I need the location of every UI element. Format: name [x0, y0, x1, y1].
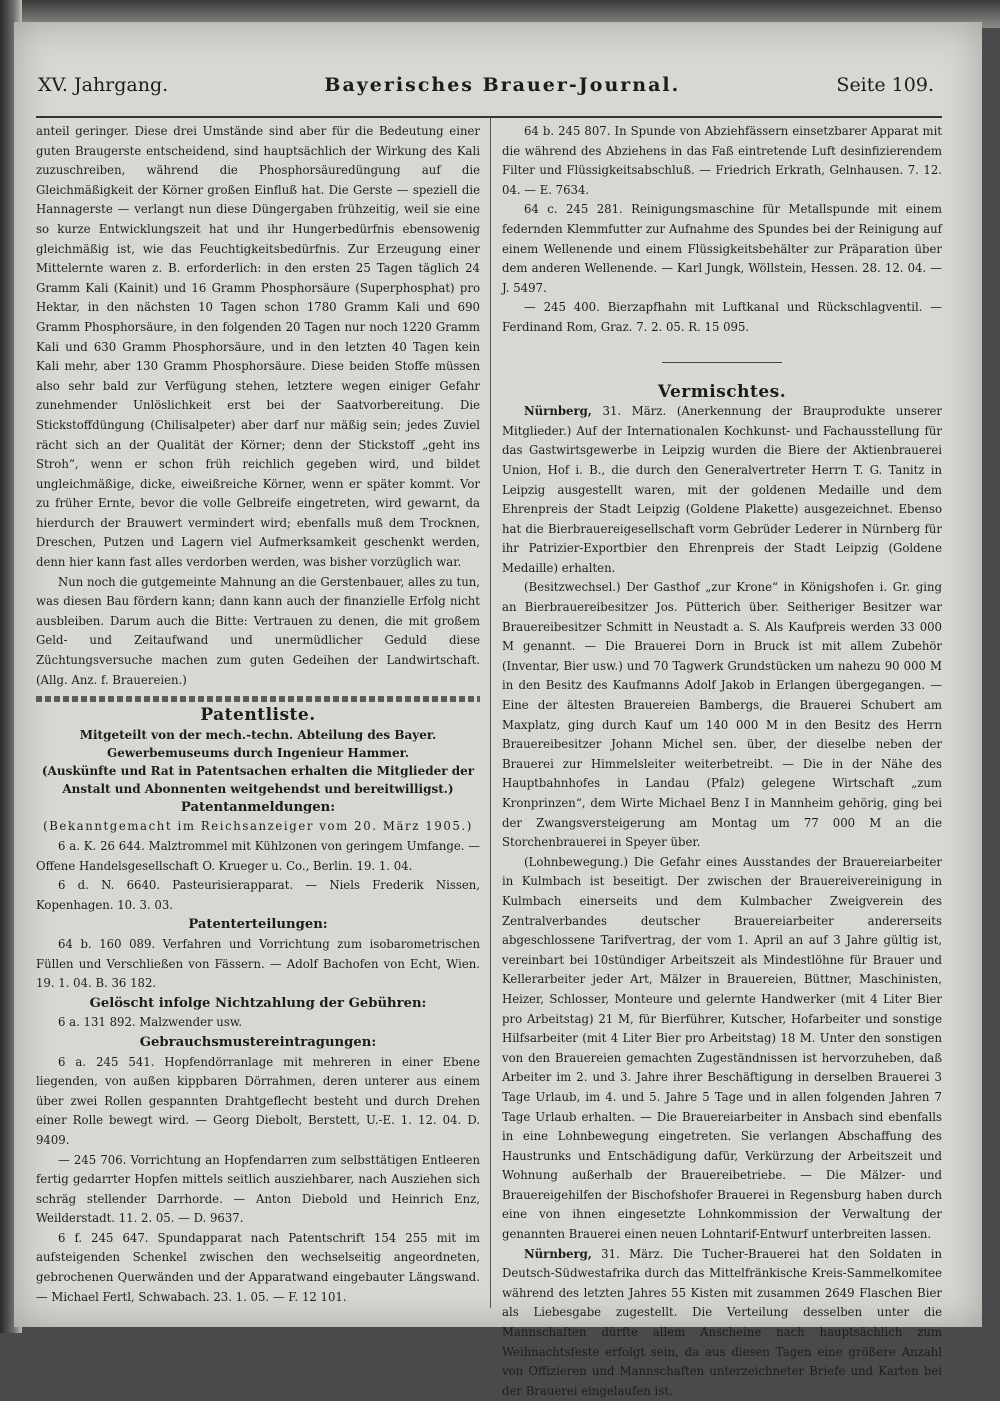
patent-list-note: (Auskünfte und Rat in Patentsachen erhalten die Mitglieder der Anstalt und Abonnenten weitgehendst und bereitwilligst.): [41, 763, 475, 796]
news-item-lead: Nürnberg,: [524, 1246, 592, 1261]
patent-entry: 6 d. N. 6640. Pasteurisierapparat. — Niels Frederik Nissen, Kopenhagen. 10. 3. 03.: [36, 878, 480, 912]
news-item-text: 31. März. (Anerkennung der Brauprodukte unserer Mitglieder.) Auf der Internationalen Kochkunst- und Fachausstellung für das Gastwirtsgewerbe in Leipzig wurden die Biere der Aktienbrauerei Union, Hof i. B., die durch den Generalvertreter Herrn T. G. Tanitz in Leipzig ausgestellt waren, mit der goldenen Medaille und dem Ehrenpreis der Stadt Leipzig (Goldene Plakette) ausgezeichnet. Ebenso hat die Bierbrauereigesellschaft vorm Gebrüder Lederer in Nürnberg für ihr Patrizier-Exportbier den Ehrenpreis der Stadt Leipzig (Goldene Medaille) erhalten.: [502, 404, 942, 575]
news-item: [502, 402, 942, 578]
patent-entry: 64 b. 160 089. Verfahren und Vorrichtung zum isobarometrischen Füllen und Verschließen von Fässern. — Adolf Bachofen von Echt, Wien. 19. 1. 04. B. 36 182.: [36, 936, 480, 991]
news-item-text: (Lohnbewegung.) Die Gefahr eines Ausstandes der Brauereiarbeiter in Kulmbach ist beseitigt. Der zwischen der Brauereivereinigung in Kulmbach einerseits und dem Kulmbacher Zweigverein des Zentralverbandes deutscher Brauereiarbeiter andererseits abgeschlossene Tarifvertrag, der vom 1. April an auf 3 Jahre gültig ist, vereinbart bei 10stündiger Arbeitszeit als Mindestlöhne für Brauer und Kellerarbeiter jeder Art, Mälzer in Brauereien, Büttner, Maschinisten, Heizer, Schlosser, Monteure und gelernte Handwerker (mit 4 Liter Bier pro Arbeitstag) 21 M, für Bierführer, Kutscher, Hofarbeiter und sonstige Hilfsarbeiter (mit 4 Liter Bier pro Arbeitstag) 18 M. Unter den sonstigen von den Brauereien gemachten Zugeständnissen ist hervorzuheben, daß Arbeiter im 2. und 3. Jahre ihrer Beschäftigung in derselben Brauerei 3 Tage Urlaub, im 4. und 5. Jahre 5 Tage und in allen folgenden Jahren 7 Tage Urlaub erhalten. — Die Brauereiarbeiter in Ansbach sind ebenfalls in eine Lohnbewegung eingetreten. Sie verlangen Abschaffung des Haustrunks und Entschädigung dafür, Verkürzung der Arbeitszeit und Wohnung außerhalb der Brauereibetriebe. — Die Mälzer- und Brauereigehilfen der Bischofshofer Brauerei in Regensburg haben durch eine von ihnen eingesetzte Lohnkommission der Verwaltung der genannten Brauerei einen neuen Lohntarif-Entwurf unterbreiten lassen.: [502, 854, 942, 1242]
news-item: [502, 578, 942, 852]
patent-entry: — 245 400. Bierzapfhahn mit Luftkanal und Rückschlagventil. — Ferdinand Rom, Graz. 7. 2. 05. R. 15 095.: [502, 300, 942, 334]
patent-entry: 6 a. K. 26 644. Malztrommel mit Kühlzonen von geringem Umfange. — Offene Handelsgesellschaft O. Krueger u. Co., Berlin. 19. 1. 04.: [36, 839, 480, 873]
page-header: [38, 74, 934, 108]
anmeldungen-note: (Bekanntgemacht im Reichsanzeiger vom 20. März 1905.): [43, 819, 473, 834]
article-closing-paragraph: Nun noch die gutgemeinte Mahnung an die Gerstenbauer, alles zu tun, was diesen Bau fördern kann; dann kann auch der finanzielle Erfolg nicht ausbleiben. Darum auch die Bitte: Vertrauen zu denen, die mit großem Geld- und Zeitaufwand und unermüdlicher Geduld diese Züchtungsversuche machen zum guten Gedeihen der Landwirtschaft. (Allg. Anz. f. Brauereien.): [36, 574, 480, 687]
journal-title: Bayerisches Brauer-Journal.: [324, 74, 681, 96]
page-number: Seite 109.: [836, 74, 934, 96]
right-column: [502, 122, 942, 1401]
patent-entry: 64 c. 245 281. Reinigungsmaschine für Metallspunde mit einem federnden Klemmfutter zur Aufnahme des Spundes bei der Reinigung auf einem Wellenende und einem Flüssigkeitsbehälter zur Präparation über dem anderen Wellenende. — Karl Jungk, Wöllstein, Hessen. 28. 12. 04. — J. 5497.: [502, 202, 942, 295]
patent-entry: 6 a. 131 892. Malzwender usw.: [58, 1015, 243, 1030]
gebrauchsmuster-heading: Gebrauchsmustereintragungen:: [139, 1034, 377, 1050]
geloescht-heading: Gelöscht infolge Nichtzahlung der Gebühren:: [89, 995, 427, 1011]
patent-entry: 6 f. 245 647. Spundapparat nach Patentschrift 154 255 mit im aufsteigenden Schenkel zwischen den wechselseitig angeordneten, gebrochenen Querwänden und der Apparatwand eingebauter Längswand. — Michael Fertl, Schwabach. 23. 1. 05. — F. 12 101.: [36, 1230, 480, 1304]
patent-entry: — 245 706. Vorrichtung an Hopfendarren zum selbsttätigen Entleeren fertig gedarrter Hopfen mittels seitlich ausziehbarer, nach Ausziehen sich schräg stellender Darrhorde. — Anton Diebold und Heinrich Enz, Weilderstadt. 11. 2. 05. — D. 9637.: [36, 1152, 480, 1226]
left-column: [36, 122, 480, 1307]
patent-entry: 6 a. 245 541. Hopfendörranlage mit mehreren in einer Ebene liegenden, von außen kippbaren Dörrahmen, deren unterer aus einem über zwei Rollen gespannten Drahtgeflecht besteht und durch Drehen einer Rolle bewegt wird. — Georg Diebolt, Berstett, U.-E. 1. 12. 04. D. 9409.: [36, 1054, 480, 1147]
news-item: [502, 1245, 942, 1401]
newspaper-page: [14, 22, 982, 1398]
news-item-lead: Nürnberg,: [524, 404, 592, 419]
column-divider: [490, 118, 491, 1308]
volume-label: XV. Jahrgang.: [38, 74, 169, 96]
anmeldungen-heading: Patentanmeldungen:: [180, 799, 336, 815]
news-item: [502, 853, 942, 1245]
section-ornament-rule: [36, 696, 480, 702]
erteilungen-heading: Patenterteilungen:: [188, 917, 328, 933]
news-item-text: (Besitzwechsel.) Der Gasthof „zur Krone“ in Königshofen i. Gr. ging an Bierbrauereibesitzer Jos. Pütterich über. Seitheriger Besitzer war Brauereibesitzer Schmitt in Neustadt a. S. Als Kaufpreis werden 33 000 M genannt. — Die Brauerei Dorn in Bruck ist mit allem Zubehör (Inventar, Bier usw.) und 70 Tagwerk Grundstücken um nahezu 90 000 M in den Besitz des Kaufmanns Adolf Jakob in Erlangen übergegangen. — Eine der ältesten Brauereien Bambergs, die Brauerei Schubert am Maxplatz, ging durch Kauf um 140 000 M in den Besitz des Herrn Brauereibesitzer Johann Michel sen. über, der dieselbe neben der Brauerei zur Himmelsleiter weiterbetreibt. — Die in der Nähe des Hauptbahnhofes in Landau (Pfalz) gelegene Wirtschaft „zum Kronprinzen“, dem Wirte Michael Benz I in Mannheim gehörig, ging bei der Zwangsversteigerung am Montag um 77 000 M an die Storchenbrauerei in Speyer über.: [502, 580, 942, 850]
patent-list-credit: Mitgeteilt von der mech.-techn. Abteilung des Bayer. Gewerbemuseums durch Ingenieur Hammer.: [79, 727, 437, 760]
patent-list-heading: Patentliste.: [200, 705, 316, 726]
section-divider-rule: [662, 362, 782, 363]
article-intro-paragraph: anteil geringer. Diese drei Umstände sind aber für die Bedeutung einer guten Braugerste entscheidend, sind hauptsächlich der Wirkung des Kali zuzuschreiben, während die Phosphorsäuredüngung auf die Gleichmäßigkeit der Körner großen Einfluß hat. Die Gerste — speziell die Hannagerste — verlangt nun diese Düngergaben frühzeitig, weil sie eine so kurze Entwicklungszeit hat und ihr Hungerbedürfnis ebensowenig gleichmäßig ist, wie das Feuchtigkeitsbedürfnis. Zur Erzeugung einer Mittelernte waren z. B. erforderlich: in den ersten 25 Tagen täglich 24 Gramm Kali (Kainit) und 16 Gramm Phosphorsäure (Superphosphat) pro Hektar, in den nächsten 10 Tagen schon 1780 Gramm Kali und 690 Gramm Phosphorsäure, in den folgenden 20 Tagen nur noch 1220 Gramm Kali und 630 Gramm Phosphorsäure, und in den letzten 40 Tagen kein Kali mehr, aber 130 Gramm Phosphorsäure. Diese beiden Stoffe müssen also sehr bald zur Verfügung stehen, letztere wegen einiger Gefahr zunehmender Unlöslichkeit erst bei der Saatvorbereitung. Die Stickstoffdüngung (Chilisalpeter) aber darf nur mäßig sein; jedes Zuviel rächt sich an der Qualität der Körner; denn der Stickstoff „geht ins Stroh“, wenn er schon früh reichlich gegeben wird, und bildet ungleichmäßige, dicke, eiweißreiche Körner, wenn er später kommt. Vor zu früher Ernte, bevor die volle Gelbreife eingetreten, wird gewarnt, da hierdurch der Brauwert vermindert wird; ebenfalls muß dem Trocknen, Dreschen, Putzen und Lagern viel Aufmerksamkeit geschenkt werden, denn hier kann fast alles verdorben werden, was bisher vorzüglich war.: [36, 124, 480, 570]
news-item-text: 31. März. Die Tucher-Brauerei hat den Soldaten in Deutsch-Südwestafrika durch das Mittelfränkische Kreis-Sammelkomitee während des letzten Jahres 55 Kisten mit zusammen 2649 Flaschen Bier als Liebesgabe zugestellt. Die Verteilung desselben unter die Mannschaften dürfte allem Anscheine nach hauptsächlich zum Weihnachtsfeste erfolgt sein, da aus diesen Tagen eine größere Anzahl von Offizieren und Mannschaften unterzeichneter Briefe und Karten bei der Brauerei eingelaufen ist.: [502, 1246, 942, 1398]
header-rule: [36, 116, 942, 118]
vermischtes-heading: Vermischtes.: [657, 381, 787, 402]
patent-entry: 64 b. 245 807. In Spunde von Abziehfässern einsetzbarer Apparat mit die während des Abziehens in das Faß eintretende Luft desinfizierendem Filter und Flüssigkeitsabschluß. — Friedrich Erkrath, Gelnhausen. 7. 12. 04. — E. 7634.: [502, 124, 942, 197]
